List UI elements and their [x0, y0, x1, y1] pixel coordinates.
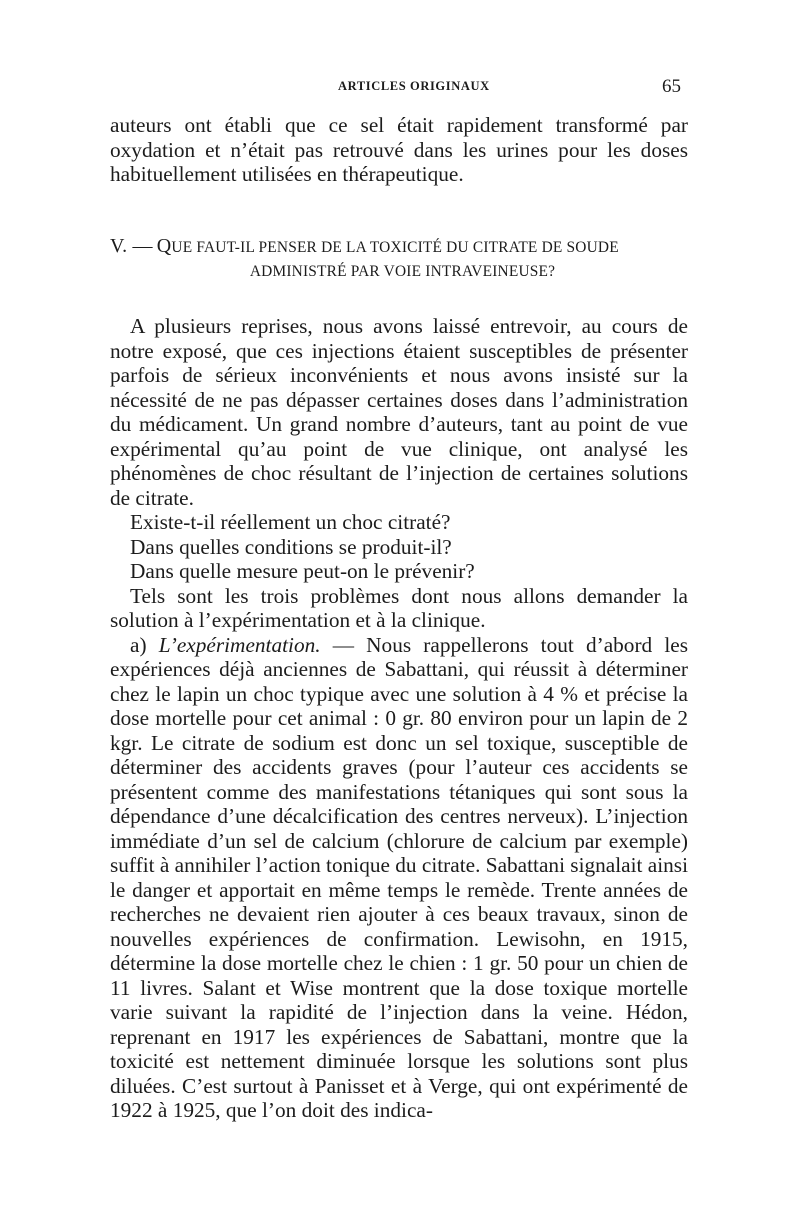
intro-paragraph-block — [110, 113, 688, 187]
section-heading — [110, 234, 695, 284]
question-1: Existe-t-il réellement un choc citraté? — [130, 510, 451, 534]
paragraph-3 — [110, 633, 688, 1123]
section-heading-line-1 — [110, 234, 695, 260]
question-2: Dans quelles conditions se produit-il? — [130, 534, 452, 559]
main-text — [110, 314, 688, 1123]
section-title-line-1: UE FAUT-IL PENSER DE LA TOXICITÉ DU CITRATE DE SOUDE — [171, 239, 619, 256]
paragraph-1: A plusieurs reprises, nous avons laissé entrevoir, au cours de notre exposé, que ces injections étaient susceptibles de présenter parfois de sérieux inconvénients et nous avons insisté sur la nécessité de ne pas dépasser certaines doses dans l’administration du médicament. Un grand nombre d’auteurs, tant au point de vue expérimental qu’au point de vue clinique, ont analysé les phénomènes de choc résultant de l’injection de certaines solutions de citrate. — [110, 314, 688, 510]
running-title: ARTICLES ORIGINAUX — [338, 79, 490, 93]
page-header — [0, 76, 800, 100]
intro-paragraph: auteurs ont établi que ce sel était rapidement transformé par oxydation et n’était pas retrouvé dans les urines pour les doses habituellement utilisées en thérapeutique. — [110, 113, 688, 186]
paragraph-3-title: L’expérimentation. — [158, 632, 321, 657]
section-title-initial: Q — [156, 235, 172, 257]
paragraph-3-text: — Nous rappellerons tout d’abord les expériences déjà anciennes de Sabattani, qui réussit à déterminer chez le lapin un choc typique avec une solution à 4 % et précise la dose mortelle pour cet animal : 0 gr. 80 environ pour un lapin de 2 kgr. Le citrate de sodium est donc un sel toxique, susceptible de déterminer des accidents graves (pour l’auteur ces accidents se présentent comme des manifestations tétaniques qui sont sous la dépendance d’une décalcification des centres nerveux). L’injection immédiate d’un sel de calcium (chlorure de calcium par exemple) suffit à annihiler l’action tonique du citrate. Sabattani signalait ainsi le danger et apportait en même temps le remède. Trente années de recherches ne devaient rien ajouter à ces beaux travaux, sinon de nouvelles expériences de confirmation. Lewisohn, en 1915, détermine la dose mortelle chez le chien : 1 gr. 50 pour un chien de 11 livres. Salant et Wise montrent que la dose toxique mortelle varie suivant la rapidité de l’injection dans la veine. Hédon, reprenant en 1917 les expériences de Sabattani, montre que la toxicité est nettement diminuée lorsque les solutions sont plus diluées. C’est surtout à Panisset et à Verge, qui ont expérimenté de 1922 à 1925, que l’on doit des indica- — [110, 632, 689, 1122]
question-3: Dans quelle mesure peut-on le prévenir? — [130, 559, 475, 583]
paragraph-2: Tels sont les trois problèmes dont nous allons demander la solution à l’expérimentation et à la clinique. — [110, 583, 688, 632]
paragraph-3-label: a) — [130, 632, 147, 657]
section-title-line-2: ADMINISTRÉ PAR VOIE INTRAVEINEUSE? — [249, 263, 556, 280]
section-number: V. — — [110, 235, 153, 257]
page-number: 65 — [662, 76, 681, 97]
